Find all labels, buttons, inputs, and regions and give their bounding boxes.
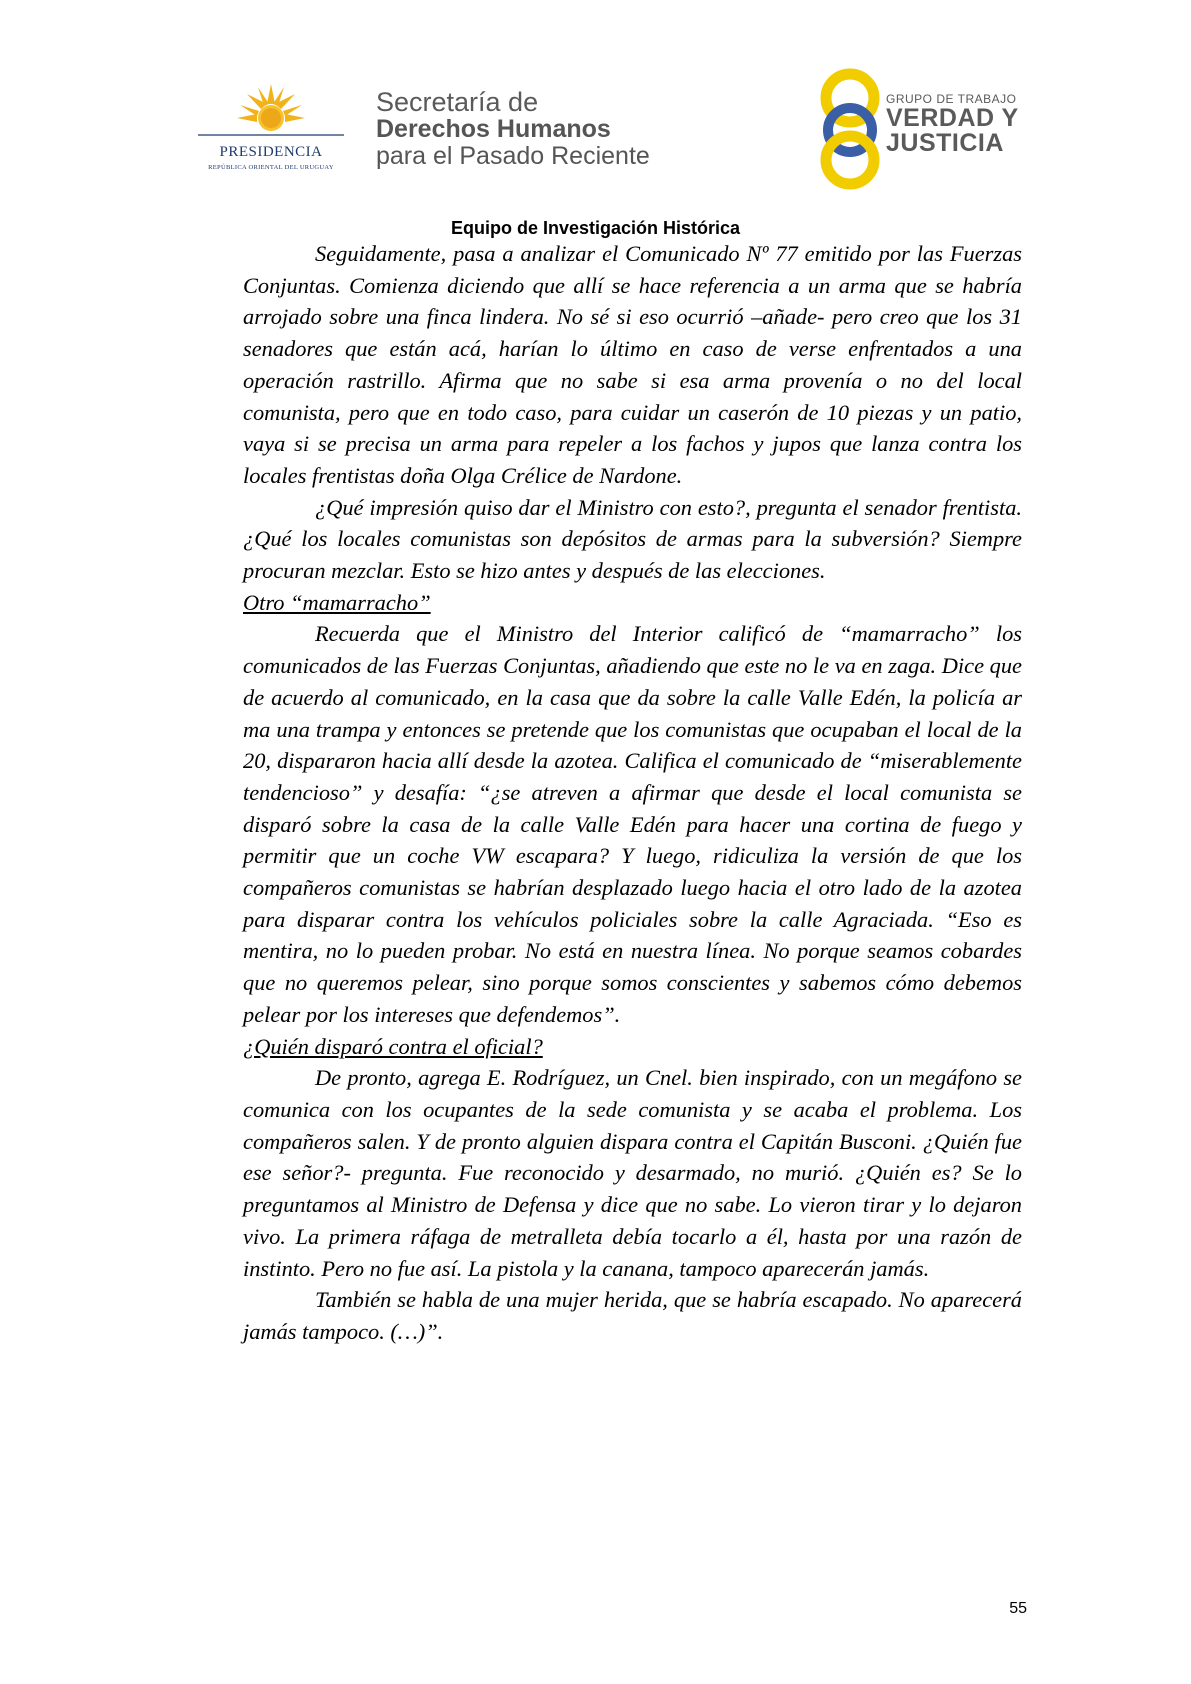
presidencia-subtitle: REPÚBLICA ORIENTAL DEL URUGUAY [208, 164, 334, 171]
paragraph-2: ¿Qué impresión quiso dar el Ministro con esto?, pregunta el senador frentista. ¿Qué los locales comunistas son depósitos de armas para la subversión? Siempre procuran mezclar. Esto se hizo antes y después de las elecciones. [243, 494, 1022, 584]
verdad-justicia-logo [812, 62, 1032, 192]
presidencia-name: PRESIDENCIA [219, 144, 323, 160]
verdad-justicia-text [886, 92, 1019, 156]
secretaria-title [376, 88, 650, 170]
grupo-line-3: JUSTICIA [886, 129, 1004, 157]
subheading-quien-disparo: ¿Quién disparó contra el oficial? [243, 1033, 543, 1059]
paragraph-1: Seguidamente, pasa a analizar el Comunicado Nº 77 emitido por las Fuerzas Conjuntas. Comienza diciendo que allí se hace referencia a un arma que se habría arrojado sobre una finca lindera. No sé si eso ocurrió –añade- pero creo que los 31 senadores que están acá, harían lo último en caso de verse enfrentados a una operación rastrillo. Afirma que no sabe si esa arma provenía o no del local comunista, pero que en todo caso, para cuidar un caserón de 10 piezas y un patio, vaya si se precisa un arma para repeler a los fachos y jupos que lanza contra los locales frentistas doña Olga Crélice de Nardone. [243, 241, 1022, 488]
paragraph-3: Recuerda que el Ministro del Interior calificó de “mamarracho” los comunicados de las Fuerzas Conjuntas, añadiendo que este no le va en zaga. Dice que de acuerdo al comunicado, en la casa que da sobre la calle Valle Edén, la policía ar ma una trampa y entonces se pretende que los comunistas que ocupaban el local de la 20, dispararon hacia allí desde la azotea. Califica el comunicado de “miserablemente tendencioso” y desafía: “¿se atreven a afirmar que desde el local comunista se disparó sobre la casa de la calle Valle Edén para hacer una cortina de fuego y permitir que un coche VW escapara? Y luego, ridiculiza la versión de que los compañeros comunistas se habrían desplazado luego hacia el otro lado de la azotea para disparar contra los vehículos policiales sobre la calle Agraciada. “Eso es mentira, no lo pueden probar. No está en nuestra línea. No porque seamos cobardes que no queremos pelear, sino porque somos conscientes y sabemos cómo debemos pelear por los intereses que defendemos”. [243, 621, 1022, 1027]
document-body [243, 238, 1022, 1348]
grupo-line-2: VERDAD Y [886, 104, 1019, 132]
paragraph-5: También se habla de una mujer herida, que se habría escapado. No aparecerá jamás tampoco. (…)”. [243, 1287, 1022, 1344]
subheading-otro-mamarracho: Otro “mamarracho” [243, 589, 431, 615]
secretaria-line-3: para el Pasado Reciente [376, 142, 650, 170]
sun-emblem-icon [196, 82, 346, 152]
page-number: 55 [1009, 1600, 1027, 1617]
secretaria-line-2: Derechos Humanos [376, 115, 611, 143]
rings-emblem-icon [812, 62, 892, 192]
paragraph-4: De pronto, agrega E. Rodríguez, un Cnel. bien inspirado, con un megáfono se comunica con los ocupantes de la sede comunista y se acaba el problema. Los compañeros salen. Y de pronto alguien dispara contra el Capitán Busconi. ¿Quién fue ese señor?- pregunta. Fue reconocido y desarmado, no murió. ¿Quién es? Se lo preguntamos al Ministro de Defensa y dice que no sabe. Lo vieron tirar y lo dejaron vivo. La primera ráfaga de metralleta debía tocarlo a él, hasta por una razón de instinto. Pero no fue así. La pistola y la canana, tampoco aparecerán jamás. [243, 1065, 1022, 1281]
grupo-line-1: GRUPO DE TRABAJO [886, 92, 1017, 106]
secretaria-line-1: Secretaría de [376, 87, 539, 117]
team-heading: Equipo de Investigación Histórica [450, 218, 741, 238]
presidencia-logo [196, 82, 346, 182]
